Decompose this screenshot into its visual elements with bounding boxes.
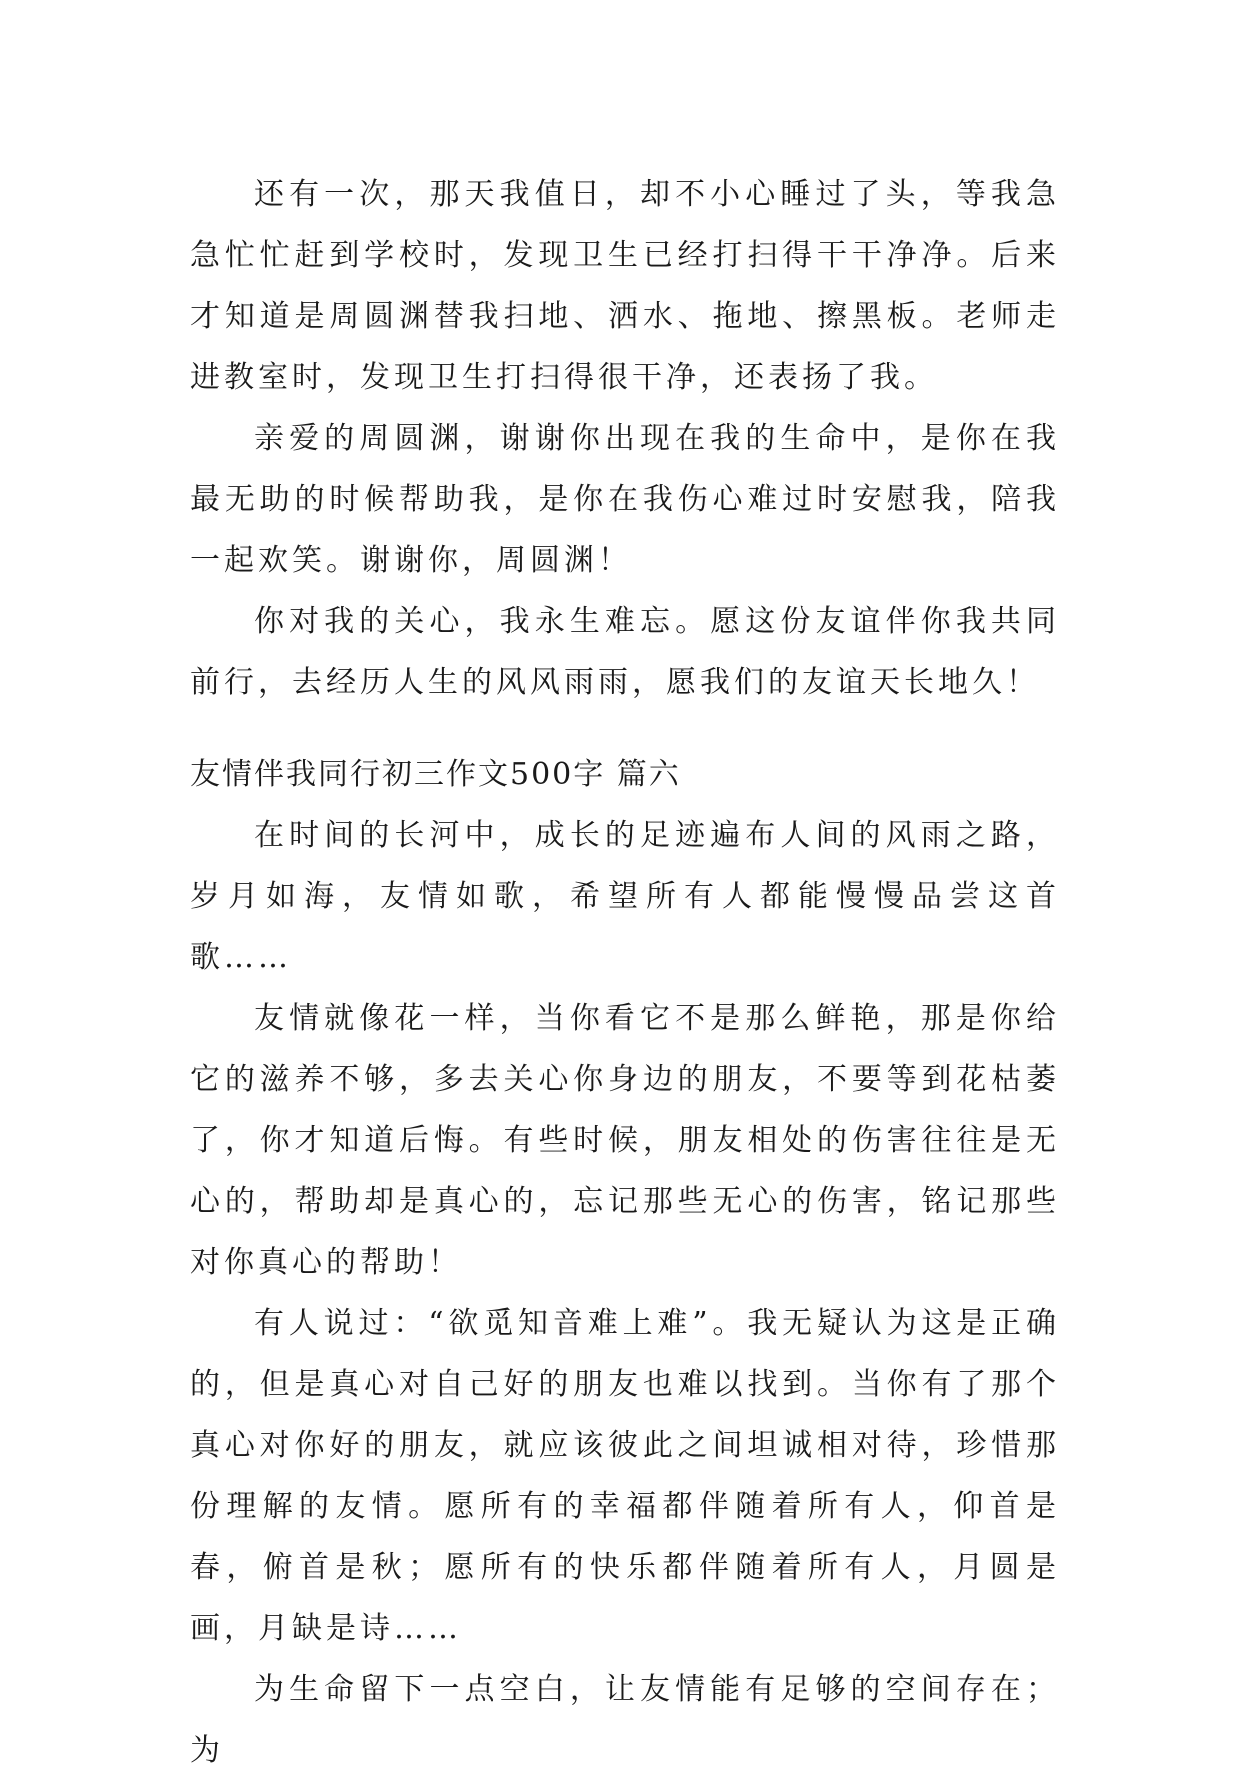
essay-section-bottom [190,805,1060,1781]
paragraph: 友情就像花一样，当你看它不是那么鲜艳，那是你给它的滋养不够，多去关心你身边的朋友，不要等到花枯萎了，你才知道后悔。有些时候，朋友相处的伤害往往是无心的，帮助却是真心的，忘记那些无心的伤害，铭记那些对你真心的帮助！ [190,1001,1060,1280]
paragraph: 在时间的长河中，成长的足迹遍布人间的风雨之路，岁月如海，友情如歌，希望所有人都能慢慢品尝这首歌…… [190,818,1060,975]
essay-section-top [190,164,1060,713]
paragraph: 还有一次，那天我值日，却不小心睡过了头，等我急急忙忙赶到学校时，发现卫生已经打扫得干干净净。后来才知道是周圆渊替我扫地、洒水、拖地、擦黑板。老师走进教室时，发现卫生打扫得很干净，还表扬了我。 [190,177,1060,395]
essay-heading-block [190,744,1060,805]
paragraph: 为生命留下一点空白，让友情能有足够的空间存在；为 [190,1672,1060,1768]
paragraph: 亲爱的周圆渊，谢谢你出现在我的生命中，是你在我最无助的时候帮助我，是你在我伤心难过时安慰我，陪我一起欢笑。谢谢你，周圆渊！ [190,421,1060,578]
essay-heading: 友情伴我同行初三作文500字 篇六 [190,757,681,792]
paragraph: 有人说过：“欲觅知音难上难”。我无疑认为这是正确的，但是真心对自己好的朋友也难以找到。当你有了那个真心对你好的朋友，就应该彼此之间坦诚相对待，珍惜那份理解的友情。愿所有的幸福都伴随着所有人，仰首是春，俯首是秋；愿所有的快乐都伴随着所有人，月圆是画，月缺是诗…… [190,1306,1060,1646]
paragraph: 你对我的关心，我永生难忘。愿这份友谊伴你我共同前行，去经历人生的风风雨雨，愿我们的友谊天长地久！ [190,604,1060,700]
